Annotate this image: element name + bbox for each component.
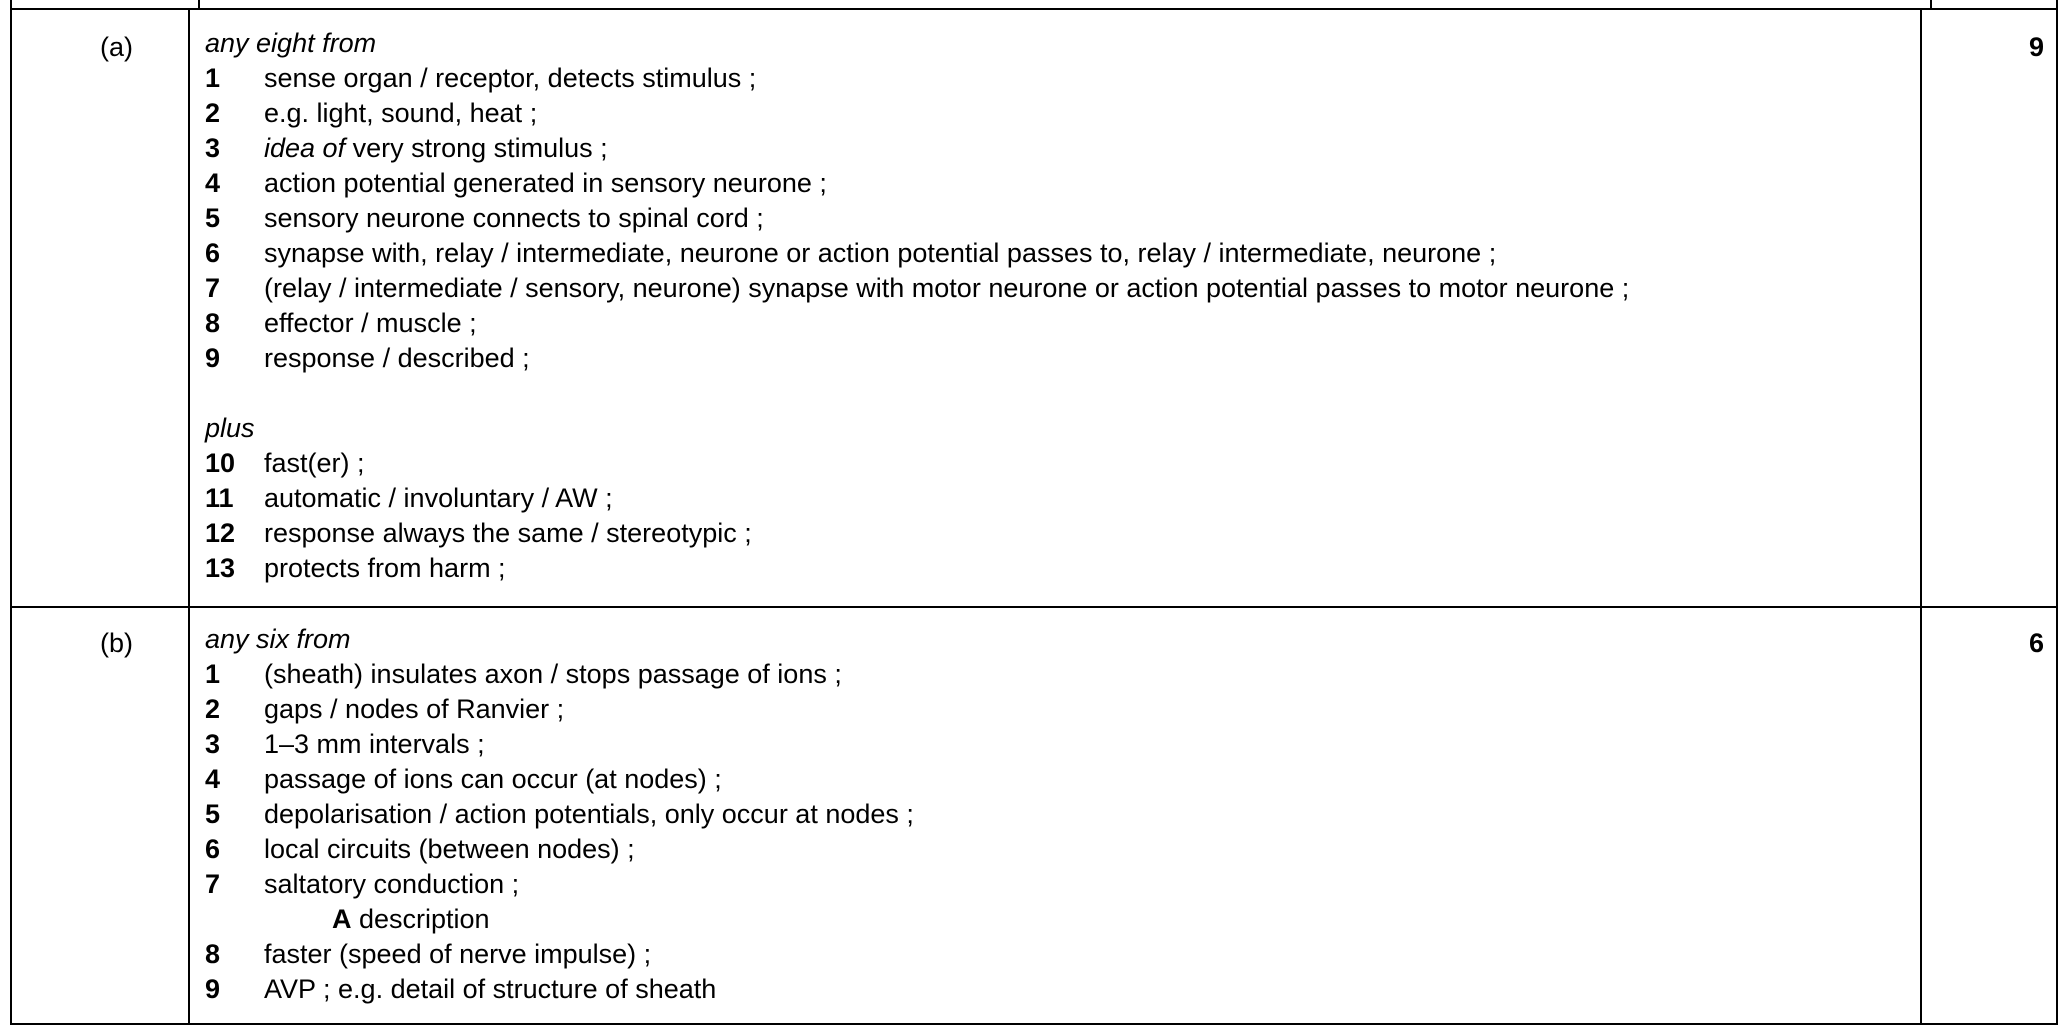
item-number: 8 (205, 939, 221, 969)
item-text: response always the same / stereotypic ; (264, 518, 752, 548)
question-label: (a) (100, 32, 133, 62)
item-text: action potential generated in sensory neurone ; (264, 168, 827, 198)
item-number: 11 (205, 483, 234, 513)
item-text: faster (speed of nerve impulse) ; (264, 939, 652, 969)
list-item (205, 867, 914, 902)
table-row (12, 8, 2056, 608)
item-text: 1–3 mm intervals ; (264, 729, 485, 759)
list-item (205, 481, 1629, 516)
item-text: local circuits (between nodes) ; (264, 834, 635, 864)
list-item (205, 201, 1629, 236)
item-text: fast(er) ; (264, 448, 365, 478)
spacer (205, 376, 1629, 411)
list-item (205, 551, 1629, 586)
item-number: 4 (205, 168, 221, 198)
list-item (205, 692, 914, 727)
list-item (205, 446, 1629, 481)
item-number: 8 (205, 308, 221, 338)
list-item (205, 516, 1629, 551)
item-number: 1 (205, 659, 221, 689)
item-number: 1 (205, 63, 221, 93)
item-text: passage of ions can occur (at nodes) ; (264, 764, 722, 794)
table-row (12, 606, 2056, 1025)
item-number: 2 (205, 694, 221, 724)
list-item (205, 762, 914, 797)
answer-heading: any eight from (205, 28, 377, 58)
item-number: 6 (205, 834, 221, 864)
item-number: 7 (205, 273, 221, 303)
item-text: saltatory conduction ; (264, 869, 520, 899)
list-item (205, 306, 1629, 341)
accept-note (205, 902, 914, 937)
item-text: automatic / involuntary / AW ; (264, 483, 613, 513)
column-divider (198, 0, 200, 8)
list-item (205, 271, 1629, 306)
list-item (205, 96, 1629, 131)
list-item (205, 832, 914, 867)
item-number: 9 (205, 343, 221, 373)
item-text: very strong stimulus ; (345, 133, 608, 163)
answer-heading: any six from (205, 624, 351, 654)
item-text: gaps / nodes of Ranvier ; (264, 694, 565, 724)
item-text: response / described ; (264, 343, 530, 373)
item-number: 5 (205, 799, 221, 829)
item-text: (relay / intermediate / sensory, neurone) synapse with motor neurone or action potential passes to motor neurone ; (264, 273, 1630, 303)
answer-content (205, 26, 1629, 586)
item-number: 5 (205, 203, 221, 233)
item-text: (sheath) insulates axon / stops passage of ions ; (264, 659, 842, 689)
list-item (205, 937, 914, 972)
item-number: 4 (205, 764, 221, 794)
item-number: 2 (205, 98, 221, 128)
list-item (205, 657, 914, 692)
answer-content (205, 622, 914, 1007)
column-divider (1920, 608, 1922, 1025)
mark-scheme-table (10, 0, 2058, 1025)
column-divider (188, 608, 190, 1025)
item-text: depolarisation / action potentials, only occur at nodes ; (264, 799, 914, 829)
list-item (205, 166, 1629, 201)
item-text: synapse with, relay / intermediate, neurone or action potential passes to, relay / intermediate, neurone ; (264, 238, 1497, 268)
item-number: 3 (205, 729, 221, 759)
column-divider (1930, 0, 1932, 8)
item-number: 13 (205, 553, 236, 583)
item-text: AVP ; e.g. detail of structure of sheath (264, 974, 717, 1004)
item-number: 9 (205, 974, 221, 1004)
item-prefix: idea of (264, 133, 346, 163)
answer-subheading: plus (205, 413, 255, 443)
list-item (205, 236, 1629, 271)
question-label: (b) (100, 628, 133, 658)
list-item (205, 61, 1629, 96)
list-item (205, 797, 914, 832)
item-number: 12 (205, 518, 236, 548)
list-item (205, 341, 1629, 376)
list-item (205, 131, 1629, 166)
accept-text: description (351, 904, 490, 934)
item-number: 3 (205, 133, 221, 163)
item-text: e.g. light, sound, heat ; (264, 98, 538, 128)
accept-marker: A (332, 904, 352, 934)
marks-value: 9 (2028, 32, 2044, 62)
list-item (205, 727, 914, 762)
item-text: effector / muscle ; (264, 308, 477, 338)
item-text: sense organ / receptor, detects stimulus ; (264, 63, 757, 93)
item-text: protects from harm ; (264, 553, 506, 583)
marks-value: 6 (2028, 628, 2044, 658)
list-item (205, 972, 914, 1007)
item-number: 10 (205, 448, 236, 478)
item-number: 7 (205, 869, 221, 899)
column-divider (188, 10, 190, 608)
item-text: sensory neurone connects to spinal cord ; (264, 203, 764, 233)
column-divider (1920, 10, 1922, 608)
item-number: 6 (205, 238, 221, 268)
